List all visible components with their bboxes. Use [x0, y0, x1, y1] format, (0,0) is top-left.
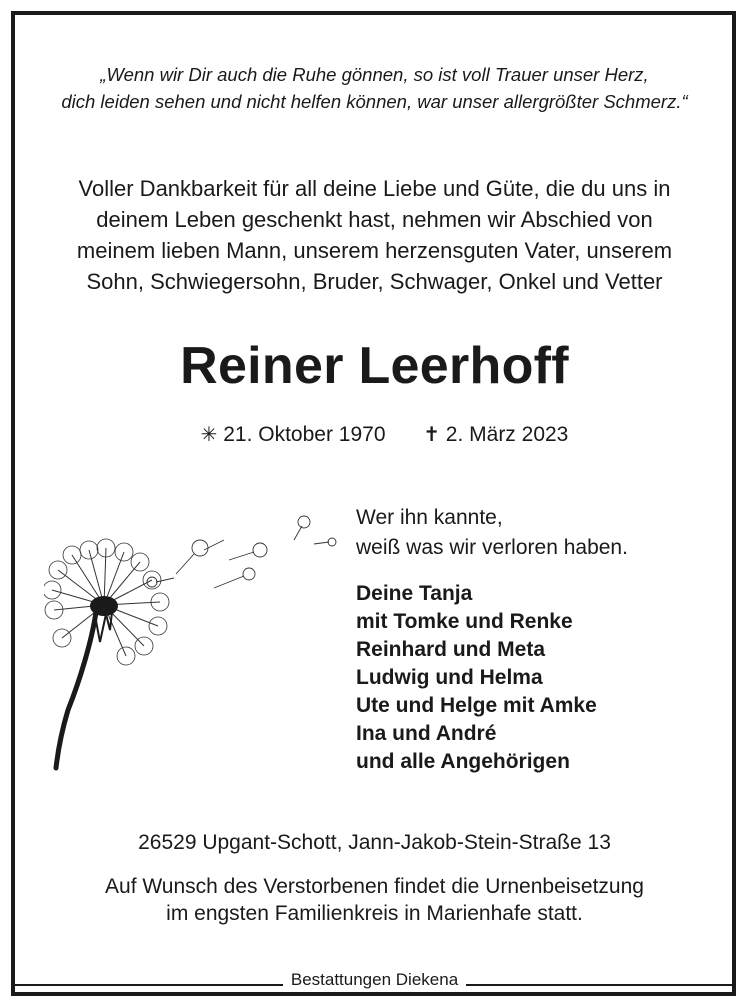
burial-notice — [0, 873, 749, 927]
life-dates — [0, 421, 749, 449]
intro-line-3: meinem lieben Mann, unserem herzensguten Vater, unserem — [76, 238, 673, 263]
cross-icon: ✝ — [423, 424, 440, 446]
address: 26529 Upgant-Schott, Jann-Jakob-Stein-Straße 13 — [138, 831, 611, 854]
family-member: Ina und André — [356, 722, 497, 745]
intro-line-1: Voller Dankbarkeit für all deine Liebe und Güte, die du uns in — [78, 176, 671, 201]
saying-line-1: Wer ihn kannte, — [356, 506, 503, 529]
family-member: Ute und Helge mit Amke — [356, 694, 597, 717]
birth-star-icon: ✳ — [200, 424, 218, 446]
intro-line-4: Sohn, Schwiegersohn, Bruder, Schwager, Onkel und Vetter — [86, 269, 663, 294]
birth-date: 21. Oktober 1970 — [223, 423, 386, 446]
family-list — [356, 580, 597, 776]
quote-line-2: dich leiden sehen und nicht helfen können, war unser allergrößter Schmerz.“ — [61, 91, 688, 112]
poem-quote — [0, 61, 749, 115]
saying-line-2: weiß was wir verloren haben. — [356, 536, 628, 559]
notice-line-1: Auf Wunsch des Verstorbenen findet die Urnenbeisetzung — [105, 875, 644, 898]
intro-line-2: deinem Leben geschenkt hast, nehmen wir Abschied von — [96, 207, 653, 232]
dandelion-icon — [44, 510, 344, 775]
family-member: mit Tomke und Renke — [356, 610, 573, 633]
undertaker-name: Bestattungen Diekena — [283, 970, 466, 990]
family-member: Reinhard und Meta — [356, 638, 546, 661]
farewell-text — [0, 173, 749, 297]
quote-line-1: „Wenn wir Dir auch die Ruhe gönnen, so ist voll Trauer unser Herz, — [100, 64, 649, 85]
footer-rule-right — [466, 984, 734, 986]
death-date: 2. März 2023 — [445, 423, 569, 446]
deceased-name: Reiner Leerhoff — [180, 337, 569, 395]
undertaker-footer — [15, 968, 734, 992]
family-member: Deine Tanja — [356, 582, 473, 605]
footer-rule-left — [15, 984, 283, 986]
family-member: und alle Angehörigen — [356, 750, 570, 773]
notice-line-2: im engsten Familienkreis in Marienhafe statt. — [166, 902, 583, 925]
family-member: Ludwig und Helma — [356, 666, 543, 689]
memorial-saying — [356, 503, 628, 563]
